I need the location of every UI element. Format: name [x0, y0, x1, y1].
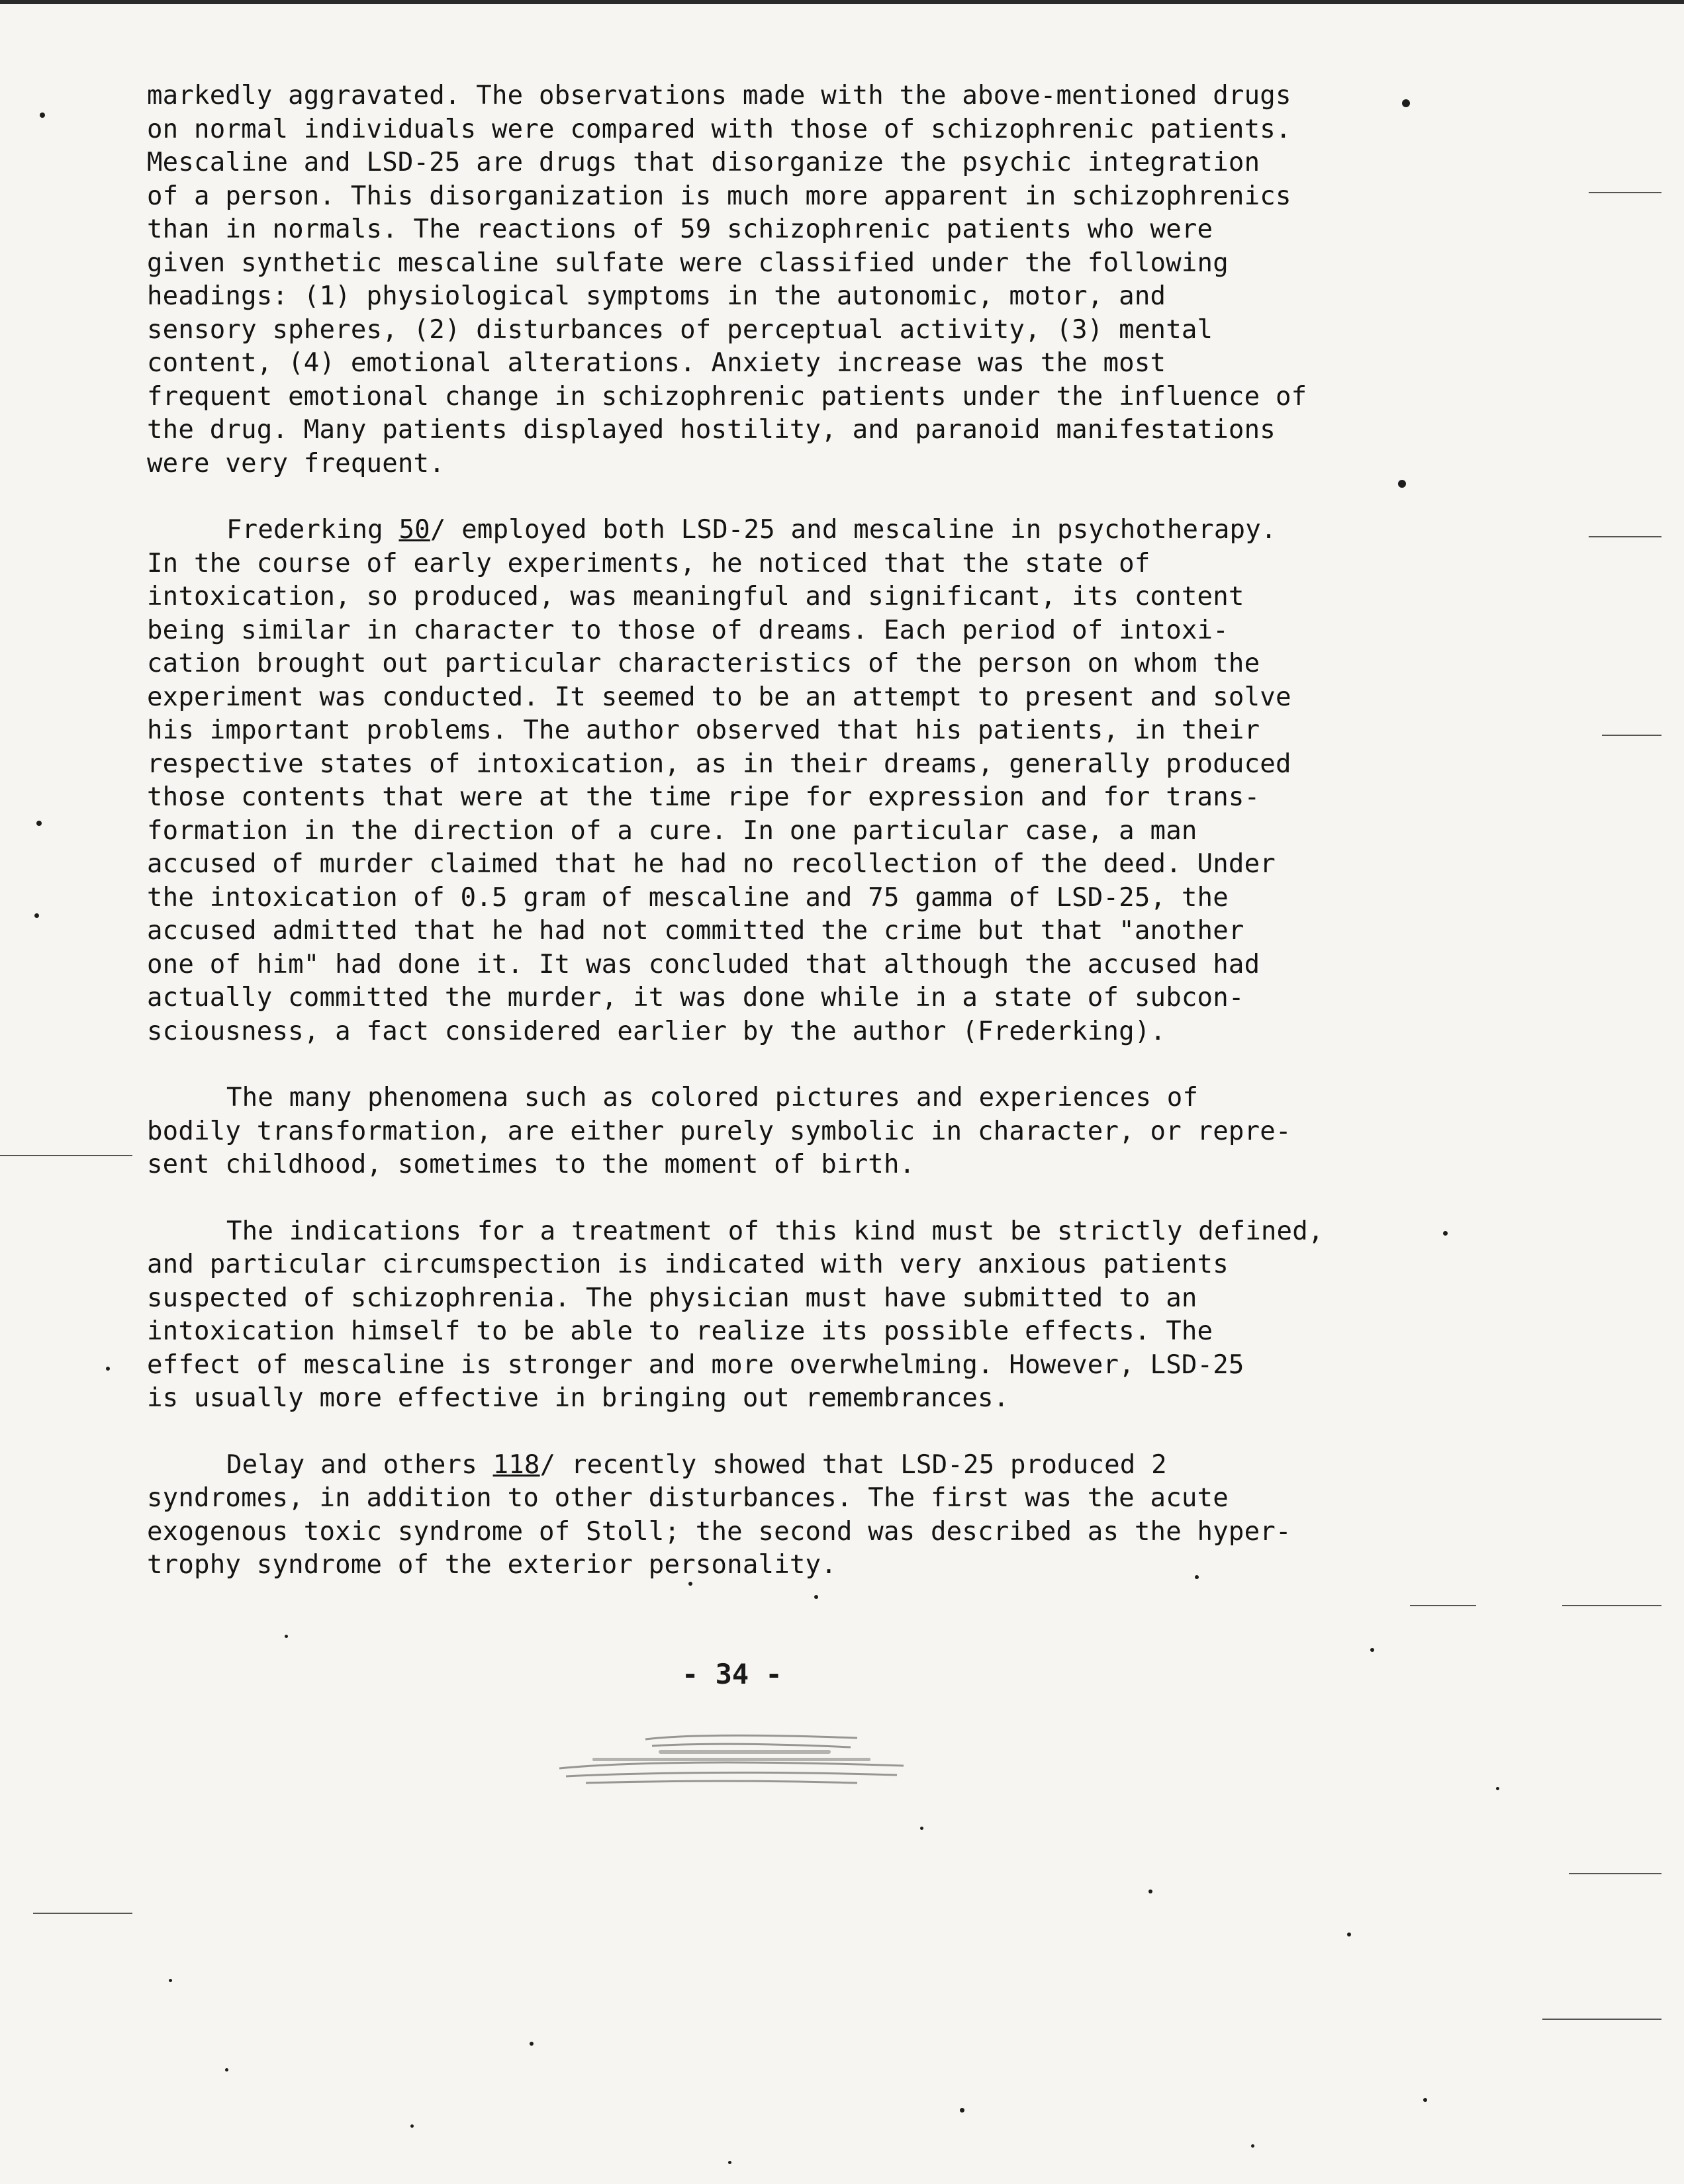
scan-speck: [34, 913, 39, 918]
scan-speck: [1496, 1787, 1499, 1790]
margin-mark: [1562, 1605, 1661, 1606]
scan-speck: [1370, 1648, 1374, 1652]
scan-speck: [1347, 1933, 1351, 1936]
margin-mark: [1602, 735, 1661, 736]
scan-speck: [1402, 99, 1410, 107]
scan-speck: [106, 1367, 110, 1371]
reference-number: 50: [398, 515, 430, 545]
paragraph-text: / recently showed that LSD-25 produced 2 syndromes, in addition to other disturbances. The first was the acute exogenous toxic syndrome of Stoll; the second was described as the hyper- trophy syndrome of the exterior personality.: [147, 1449, 1291, 1580]
scan-speck: [814, 1595, 818, 1599]
paragraph-text: The many phenomena such as colored pictures and experiences of bodily transformation, are either purely symbolic in character, or repre- sent childhood, sometimes to the moment of birth.: [147, 1083, 1291, 1179]
reference-number: 118: [492, 1449, 540, 1480]
scan-speck: [1251, 2144, 1254, 2148]
margin-mark: [1410, 1605, 1476, 1606]
scan-speck: [225, 2068, 228, 2071]
paragraph-lead: Delay and others: [226, 1449, 493, 1480]
scan-speck: [169, 1979, 172, 1982]
margin-mark: [1589, 536, 1661, 537]
paragraph-text: / employed both LSD-25 and mescaline in psychotherapy. In the course of early experiments, he noticed that the state of intoxication, so produced, was meaningful and significant, its content being similar in character to those of dreams. Each period of intoxi- cation brought out particular characteristics of the person on whom the experiment was conducted. It seemed to be an attempt to present and solve his important problems. The author observed that his patients, in their respective states of intoxication, as in their dreams, generally produced those contents that were at the time ripe for expression and for trans- formation in the direction of a cure. In one particular case, a man accused of murder claimed that he had no recollection of the deed. Under the intoxication of 0.5 gram of mescaline and 75 gamma of LSD-25, the accused admitted that he had not committed the crime but that "another one of him" had done it. It was concluded that although the accused had actually committed the murder, it was done while in a state of subcon- sciousness, a fact considered earlier by the author (Frederking).: [147, 515, 1291, 1046]
scan-speck: [960, 2108, 964, 2113]
margin-mark: [1589, 192, 1661, 193]
margin-mark: [0, 1155, 132, 1156]
faded-stamp: [546, 1727, 917, 1790]
scan-speck: [728, 2161, 731, 2164]
scan-top-edge: [0, 0, 1684, 4]
paragraph-indications: [147, 1215, 1418, 1416]
scan-speck: [1398, 480, 1406, 488]
scan-speck: [285, 1635, 288, 1638]
paragraph-text: markedly aggravated. The observations made with the above-mentioned drugs on normal individuals were compared with those of schizophrenic patients. Mescaline and LSD-25 are drugs that disorganize the psychic integration of a person. This disorganization is much more apparent in schizophrenics than in normals. The reactions of 59 schizophrenic patients who were given synthetic mescaline sulfate were classified under the following headings: (1) physiological symptoms in the autonomic, motor, and sensory spheres, (2) disturbances of perceptual activity, (3) mental content, (4) emotional alterations. Anxiety increase was the most frequent emotional change in schizophrenic patients under the influence of the drug. Many patients displayed hostility, and paranoid manifestations were very frequent.: [147, 81, 1307, 478]
document-body: [147, 79, 1418, 1582]
scan-speck: [1443, 1231, 1448, 1236]
scan-speck: [1148, 1889, 1152, 1893]
scan-speck: [1195, 1575, 1199, 1579]
scan-speck: [530, 2042, 534, 2046]
paragraph-phenomena: [147, 1081, 1418, 1182]
scan-speck: [410, 2124, 414, 2128]
margin-mark: [1569, 1873, 1661, 1874]
paragraph-frederking: [147, 514, 1418, 1048]
paragraph-mescaline-schizophrenia: [147, 79, 1418, 480]
paragraph-lead: Frederking: [226, 515, 399, 545]
scan-speck: [688, 1582, 692, 1586]
margin-mark: [1542, 2019, 1661, 2020]
scan-speck: [1423, 2098, 1427, 2102]
page-number: - 34 -: [682, 1658, 782, 1690]
margin-mark: [33, 1913, 132, 1914]
paragraph-delay: [147, 1449, 1418, 1582]
paragraph-text: The indications for a treatment of this kind must be strictly defined, and particular circumspection is indicated with very anxious patients suspected of schizophrenia. The physician must have submitted to an intoxication himself to be able to realize its possible effects. The effect of mescaline is stronger and more overwhelming. However, LSD-25 is usually more effective in bringing out remembrances.: [147, 1216, 1324, 1413]
scan-speck: [920, 1827, 923, 1830]
scan-speck: [40, 113, 45, 118]
scan-speck: [36, 821, 42, 826]
